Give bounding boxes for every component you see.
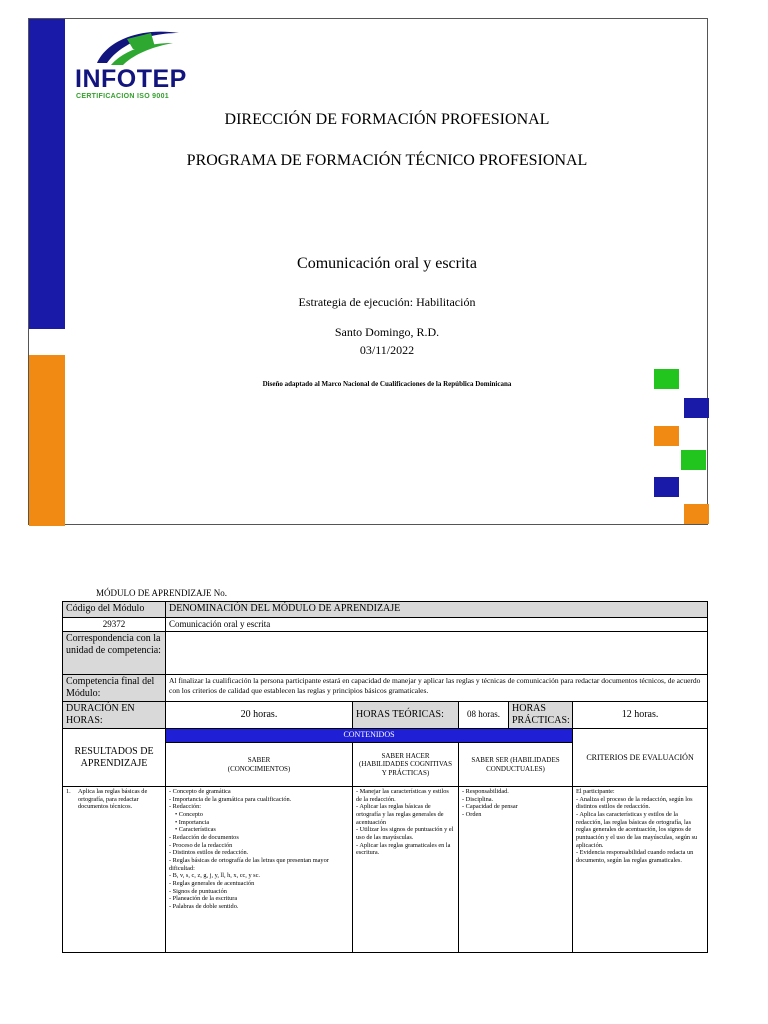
saber-item: - Reglas básicas de ortografía de las letras que presentan mayor dificultad: [169, 857, 329, 872]
saber-subitem: • Características [175, 826, 216, 834]
final-competence-text: Al finalizar la cualificación la persona participante estará en capacidad de manejar y aplicar las reglas y técnicas de comunicación para redactar documentos técnicos, de acuerdo con los criterios de calidad que establecen las reglas y principios básicos gramaticales. [166, 675, 708, 702]
criteria-cell [573, 787, 708, 953]
saber-cell [166, 787, 353, 953]
module-table [62, 601, 708, 953]
name-label: DENOMINACIÓN DEL MÓDULO DE APRENDIZAJE [166, 602, 708, 618]
saber-subitem: • Importancia [175, 818, 210, 826]
saber-item: - Planeación de la escritura [169, 895, 238, 903]
code-label: Código del Módulo [63, 602, 166, 618]
infotep-logo [73, 25, 189, 105]
saber-ser-item: - Orden [462, 811, 482, 819]
result-number: 1. [66, 788, 71, 795]
duration-label: DURACIÓN EN HORAS: [63, 702, 166, 729]
saber-item: - B, v, s, c, z, g, j, y, ll, h, x, cc, y sc. [169, 872, 260, 880]
blue-side-bar [29, 19, 65, 329]
saber-ser-cell [459, 787, 573, 953]
duration-value: 20 horas. [166, 702, 353, 729]
date-line: 03/11/2022 [359, 343, 415, 357]
result-cell [63, 787, 166, 953]
final-competence-label: Competencia final del Módulo: [63, 675, 166, 702]
contents-header: CONTENIDOS [166, 729, 573, 743]
strategy-line: Estrategia de ejecución: Habilitación [298, 295, 476, 309]
module-code: 29372 [63, 618, 166, 632]
theory-label: HORAS TEÓRICAS: [353, 702, 459, 729]
place-line: Santo Domingo, R.D. [334, 325, 440, 339]
module-heading: MÓDULO DE APRENDIZAJE No. [96, 588, 227, 598]
saber-header: SABER (CONOCIMIENTOS) [166, 743, 353, 787]
blue-square [684, 398, 709, 418]
saber-ser-header: SABER SER (HABILIDADES CONDUCTUALES) [459, 743, 573, 787]
saber-item: - Proceso de la redacción [169, 841, 233, 849]
saber-item: - Redacción: [169, 803, 201, 811]
logo-swoosh-icon [93, 27, 183, 69]
results-header: RESULTADOS DE APRENDIZAJE [63, 729, 166, 787]
orange-side-bar [29, 355, 65, 526]
saber-item: - Distintos estilos de redacción. [169, 849, 249, 857]
saber-item: - Reglas generales de acentuación [169, 880, 255, 888]
orange-square [654, 426, 679, 446]
logo-wordmark: INFOTEP [75, 65, 187, 93]
practice-label: HORAS PRÁCTICAS: [509, 702, 573, 729]
criteria-item: - Evidencia responsabilidad cuando redacta un documento, según las reglas gramaticales. [576, 849, 694, 865]
saber-item: - Palabras de doble sentido. [169, 903, 239, 911]
saber-hacer-item: - Aplicar las reglas gramaticales en la escritura. [356, 841, 451, 857]
saber-item: - Signos de puntuación [169, 887, 227, 895]
saber-item: - Importancia de la gramática para cualificación. [169, 795, 292, 803]
saber-item: - Concepto de gramática [169, 788, 231, 795]
orange-square [684, 504, 709, 524]
saber-hacer-header: SABER HACER (HABILIDADES COGNITIVAS Y PRÁCTICAS) [353, 743, 459, 787]
green-square [654, 369, 679, 389]
saber-subitem: • Concepto [175, 811, 203, 819]
saber-hacer-item: - Utilizar los signos de puntuación y el uso de las mayúsculas. [356, 826, 454, 842]
criteria-header: CRITERIOS DE EVALUACIÓN [573, 729, 708, 787]
correspondence-label: Correspondencia con la unidad de competencia: [63, 632, 166, 675]
correspondence-value [166, 632, 708, 675]
saber-item: - Redacción de documentos [169, 834, 239, 842]
saber-ser-item: - Capacidad de pensar [462, 803, 518, 811]
criteria-item: - Analiza el proceso de la redacción, según los distintos estilos de redacción. [576, 795, 693, 811]
saber-hacer-item: - Aplicar las reglas básicas de ortografía y las reglas generales de acentuación [356, 803, 444, 826]
green-square [681, 450, 706, 470]
saber-ser-item: - Disciplina. [462, 795, 494, 803]
theory-value: 08 horas. [459, 702, 509, 729]
saber-ser-item: - Responsabilidad. [462, 788, 509, 795]
practice-value: 12 horas. [573, 702, 708, 729]
logo-subtitle: CERTIFICACION ISO 9001 [76, 93, 169, 100]
program-title: PROGRAMA DE FORMACIÓN TÉCNICO PROFESIONAL [186, 152, 588, 169]
criteria-item: - Aplica las características y estilos de la redacción, las reglas básicas de ortografía, las reglas generales de acentuación, los signos de puntuación y el uso de las mayúsculas, según su aplicación. [576, 811, 698, 849]
result-text: Aplica las reglas básicas de ortografía, para redactar documentos técnicos. [78, 788, 148, 811]
criteria-item: El participante: [576, 788, 615, 795]
cover-page [28, 18, 708, 525]
design-note: Diseño adaptado al Marco Nacional de Cualificaciones de la República Dominicana [262, 380, 512, 388]
direction-title: DIRECCIÓN DE FORMACIÓN PROFESIONAL [224, 111, 550, 128]
saber-hacer-item: - Manejar las características y estilos de la redacción. [356, 788, 449, 803]
blue-square [654, 477, 679, 497]
course-title: Comunicación oral y escrita [297, 255, 477, 272]
saber-hacer-cell [353, 787, 459, 953]
module-name: Comunicación oral y escrita [166, 618, 708, 632]
